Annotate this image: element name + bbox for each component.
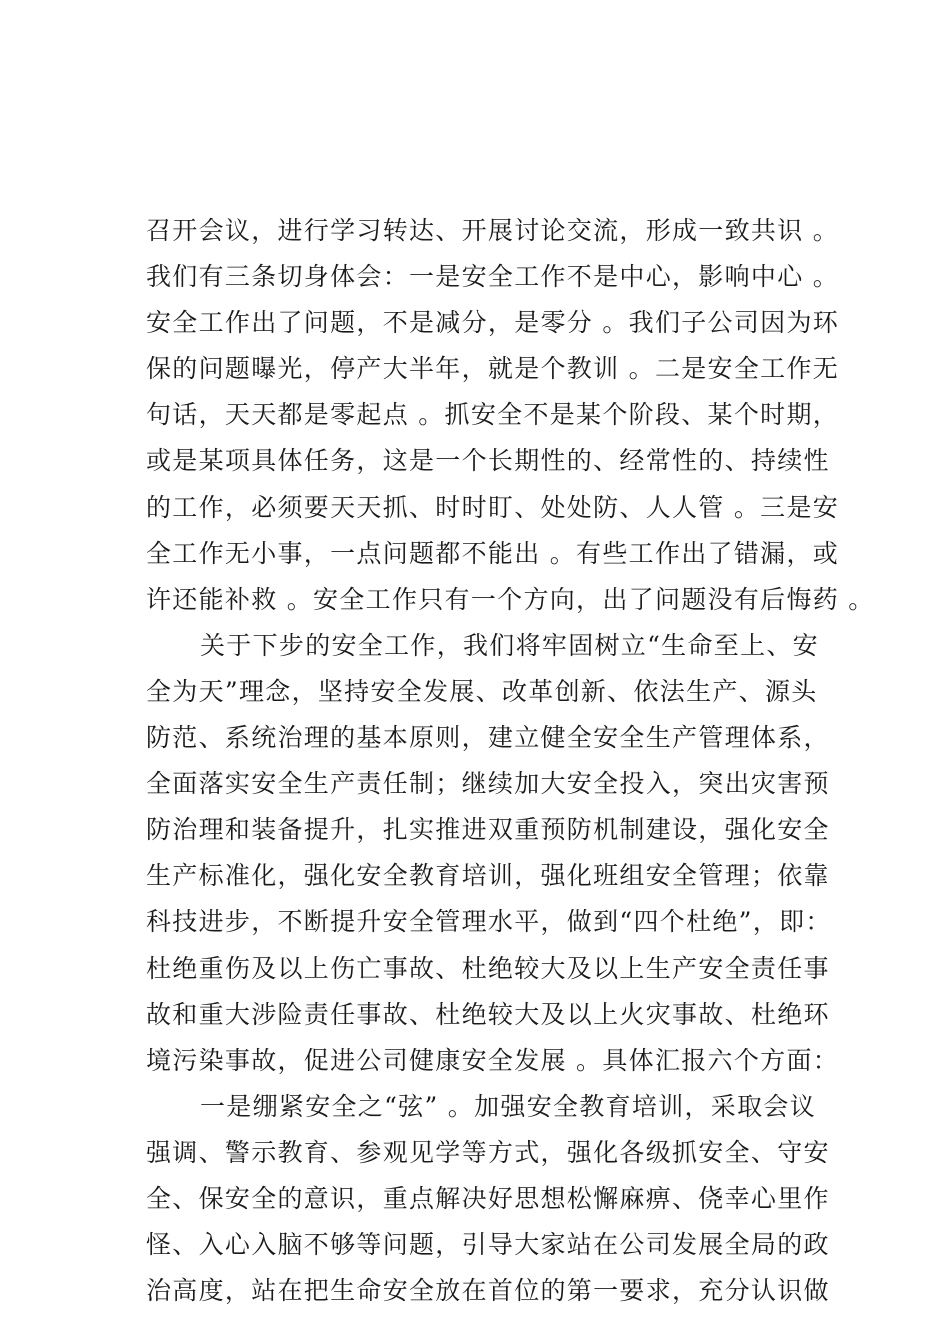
text-line: 科技进步，不断提升安全管理水平，做到“四个杜绝”，即：	[146, 907, 832, 937]
text-line: 召开会议，进行学习转达、开展讨论交流，形成一致共识 。	[146, 216, 840, 245]
text-line: 防范、系统治理的基本原则，建立健全安全生产管理体系，	[146, 723, 830, 753]
text-line: 全工作无小事，一点问题都不能出 。有些工作出了错漏，或	[146, 538, 840, 568]
text-line: 境污染事故，促进公司健康安全发展 。具体汇报六个方面：	[146, 1045, 840, 1075]
text-line: 强调、警示教育、参观见学等方式，强化各级抓安全、守安	[146, 1137, 830, 1167]
text-line: 故和重大涉险责任事故、杜绝较大及以上火灾事故、杜绝环	[146, 999, 830, 1029]
text-line: 杜绝重伤及以上伤亡事故、杜绝较大及以上生产安全责任事	[146, 953, 830, 983]
text-line: 全、保安全的意识，重点解决好思想松懈麻痹、侥幸心里作	[146, 1183, 830, 1213]
paragraph-first-line: 一是绷紧安全之“弦” 。加强安全教育培训，采取会议	[200, 1091, 817, 1121]
text-line: 许还能补救 。安全工作只有一个方向，出了问题没有后悔药 。	[146, 584, 875, 614]
paragraph-first-line: 关于下步的安全工作，我们将牢固树立“生命至上、安	[200, 630, 819, 660]
text-line: 生产标准化，强化安全教育培训，强化班组安全管理；依靠	[146, 861, 830, 891]
text-line: 怪、入心入脑不够等问题，引导大家站在公司发展全局的政	[146, 1230, 830, 1260]
text-line: 全为天”理念，坚持安全发展、改革创新、依法生产、源头	[146, 676, 818, 706]
text-line: 的工作，必须要天天抓、时时盯、处处防、人人管 。三是安	[146, 492, 840, 522]
text-line: 保的问题曝光，停产大半年，就是个教训 。二是安全工作无	[146, 354, 840, 384]
text-line: 我们有三条切身体会：一是安全工作不是中心，影响中心 。	[146, 262, 840, 292]
text-line: 全面落实安全生产责任制；继续加大安全投入，突出灾害预	[146, 769, 830, 799]
body-text	[146, 208, 875, 1314]
text-line: 句话，天天都是零起点 。抓安全不是某个阶段、某个时期，	[146, 400, 840, 430]
text-line: 治高度，站在把生命安全放在首位的第一要求，充分认识做	[146, 1276, 830, 1306]
text-line: 或是某项具体任务，这是一个长期性的、经常性的、持续性	[146, 446, 830, 476]
text-line: 防治理和装备提升，扎实推进双重预防机制建设，强化安全	[146, 815, 830, 845]
text-line: 安全工作出了问题，不是减分，是零分 。我们子公司因为环	[146, 308, 840, 338]
